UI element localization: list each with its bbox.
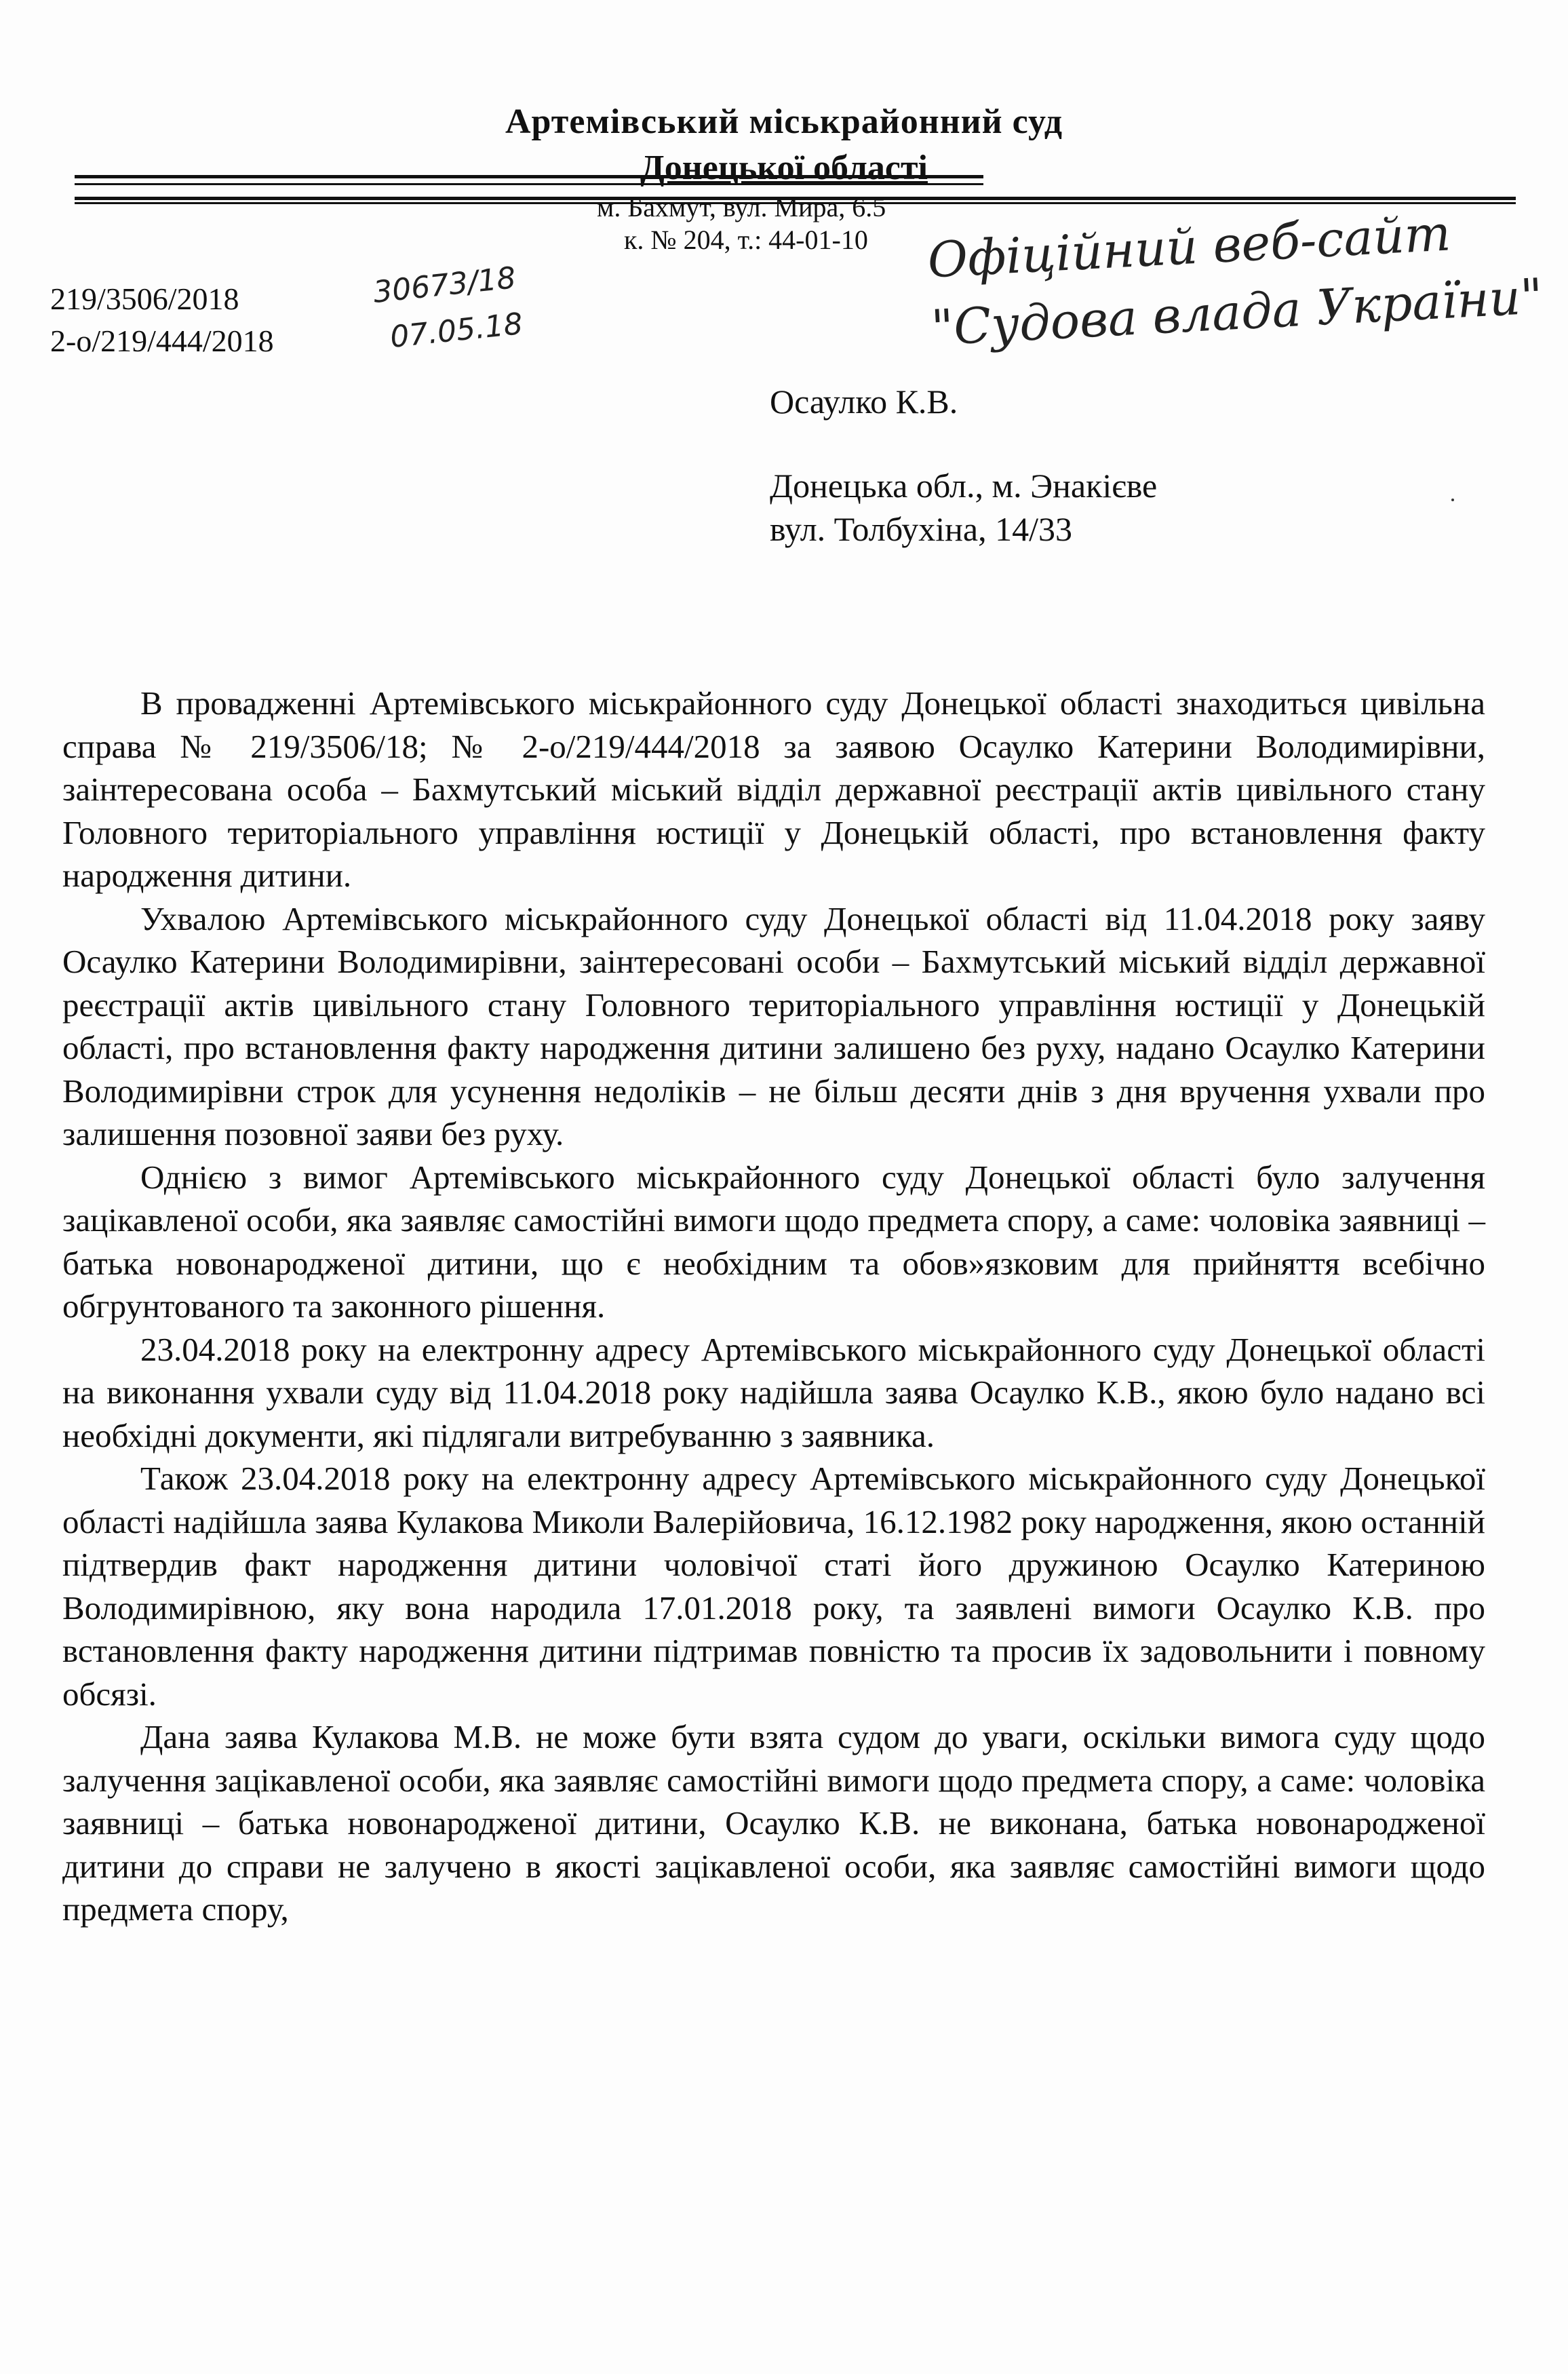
recipient-name: Осаулко К.В. (770, 383, 958, 421)
recipient-address-line: вул. Толбухіна, 14/33 (770, 510, 1072, 548)
body-paragraph: 23.04.2018 року на електронну адресу Артемівського міськрайонного суду Донецької області на виконання ухвали суду від 11.04.2018 року надійшла заява Осаулко К.В., якою було надано всі необхідні документи, які підлягали витребуванню з заявника. (62, 1330, 1485, 1454)
outgoing-number: 30673/18 (371, 260, 517, 310)
body-paragraph: Дана заява Кулакова М.В. не може бути взята судом до уваги, оскільки вимога суду щодо залучення зацікавленої особи, яка заявляє самостійні вимоги щодо предмета спору, а саме: чоловіка заявниці – батька новонародженої дитини, Осаулко К.В. не виконана, батька новонародженої дитини до справи не залучено в якості зацікавленої особи, яка заявляє самостійні вимоги щодо предмета спору, (62, 1718, 1485, 1928)
case-number: 219/3506/2018 (50, 281, 239, 316)
handwritten-note (926, 195, 1544, 362)
recipient-address-line: Донецька обл., м. Энакієве (770, 467, 1158, 505)
court-region: Донецької області (640, 149, 928, 187)
handwritten-note-line: Офіційний веб-сайт (926, 204, 1452, 289)
court-name: Артемівський міськрайонний суд (505, 102, 1063, 141)
header-rule (75, 183, 983, 185)
court-address-line: м. Бахмут, вул. Мира, 6.5 (597, 192, 886, 222)
recipient-block (770, 380, 1157, 551)
spacer (770, 423, 1157, 464)
body-paragraph: Однією з вимог Артемівського міськрайонного суду Донецької області було залучення зацікавленої особи, яка заявляє самостійні вимоги щодо предмета спору, а саме: чоловіка заявниці – батька новонародженої дитини, що є необхідним та обов»язковим для прийняття всебічно обгрунтованого та законного рішення. (62, 1158, 1485, 1325)
court-address (597, 191, 886, 256)
header-rule (75, 175, 983, 178)
case-numbers (50, 278, 274, 362)
body-paragraph: Також 23.04.2018 року на електронну адресу Артемівського міськрайонного суду Донецької області надійшла заява Кулакова Миколи Валерійовича, 16.12.1982 року народження, якою останній підтвердив факт народження дитини чоловічої статі його дружиною Осаулко Катериною Володимирівною, яку вона народила 17.01.2018 року, та заявлені вимоги Осаулко К.В. про встановлення факту народження дитини підтримав повністю та просив їх задовольнити і повному обсязі. (62, 1460, 1485, 1713)
letter-body (62, 682, 1485, 1931)
body-paragraph: В провадженні Артемівського міськрайонного суду Донецької області знаходиться цивільна справа № 219/3506/18; № 2-о/219/444/2018 за заявою Осаулко Катерини Володимирівни, заінтересована особа – Бахмутський міський відділ державної реєстрації актів цивільного стану Головного територіального управління юстиції у Донецькій області, про встановлення факту народження дитини. (62, 684, 1485, 894)
handwritten-note-line: "Судова влада України" (930, 267, 1544, 357)
outgoing-date: 07.05.18 (388, 306, 525, 355)
court-address-line: к. № 204, т.: 44-01-10 (624, 225, 868, 255)
scan-speck (1451, 499, 1454, 501)
case-number: 2-о/219/444/2018 (50, 324, 274, 358)
body-paragraph: Ухвалою Артемівського міськрайонного суду Донецької області від 11.04.2018 року заяву Осаулко Катерини Володимирівни, заінтересовані особи – Бахмутський міський відділ державної реєстрації актів цивільного стану Головного територіального управління юстиції у Донецькій області, про встановлення факту народження дитини залишено без руху, надано Осаулко Катерини Володимирівни строк для усунення недоліків – не більш десяти днів з дня вручення ухвали про залишення позовної заяви без руху. (62, 899, 1485, 1152)
